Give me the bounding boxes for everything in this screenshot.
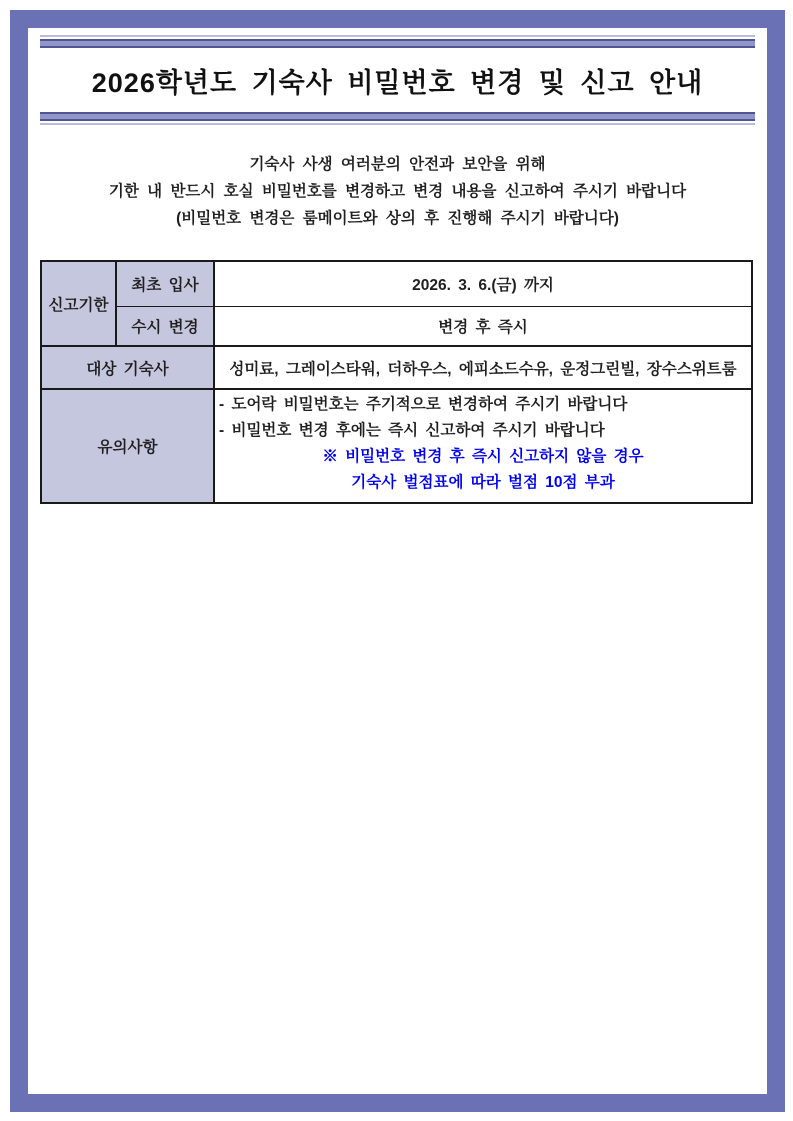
title-rule-bottom-thin-line [40, 123, 755, 125]
document-border-frame [10, 10, 785, 1112]
warning-line-1: ※ 비밀번호 변경 후 즉시 신고하지 않을 경우 [322, 448, 644, 465]
notes-value-cell [214, 389, 752, 503]
title-rule-top [40, 35, 755, 48]
title-rule-top-thin-line [40, 35, 755, 37]
table-row-deadline-first [41, 261, 752, 306]
warning-line-2: 기숙사 벌점표에 따라 벌점 10점 부과 [351, 474, 615, 491]
intro-line-3: (비밀번호 변경은 룸메이트와 상의 후 진행해 주시기 바랍니다) [176, 210, 619, 227]
note-line-2: - 비밀번호 변경 후에는 즉시 신고하여 주시기 바랍니다 [219, 422, 605, 439]
note-line-1: - 도어락 비밀번호는 주기적으로 변경하여 주시기 바랍니다 [219, 396, 628, 413]
page-title: 2026학년도 기숙사 비밀번호 변경 및 신고 안내 [91, 68, 704, 98]
target-dorms-value-cell: 성미료, 그레이스타워, 더하우스, 에피소드수유, 운정그린빌, 장수스위트룸 [214, 346, 752, 389]
table-row-target-dorms [41, 346, 752, 389]
title-rule-bottom [40, 112, 755, 125]
document-content [28, 35, 767, 504]
target-dorms-header-cell: 대상 기숙사 [41, 346, 214, 389]
title-rule-bottom-band [40, 112, 755, 121]
intro-line-2: 기한 내 반드시 호실 비밀번호를 변경하고 변경 내용을 신고하여 주시기 바랍니다 [108, 183, 687, 200]
intro-paragraph [40, 151, 755, 232]
deadline-header-cell: 신고기한 [41, 261, 116, 346]
title-rule-top-band [40, 39, 755, 48]
table-row-notes [41, 389, 752, 503]
table-row-deadline-anytime [41, 306, 752, 346]
intro-line-1: 기숙사 사생 여러분의 안전과 보안을 위해 [249, 156, 546, 173]
notice-table [40, 260, 753, 504]
first-entry-value-cell: 2026. 3. 6.(금) 까지 [214, 261, 752, 306]
first-entry-label-cell: 최초 입사 [116, 261, 214, 306]
anytime-change-label-cell: 수시 변경 [116, 306, 214, 346]
notes-header-cell: 유의사항 [41, 389, 214, 503]
anytime-change-value-cell: 변경 후 즉시 [214, 306, 752, 346]
